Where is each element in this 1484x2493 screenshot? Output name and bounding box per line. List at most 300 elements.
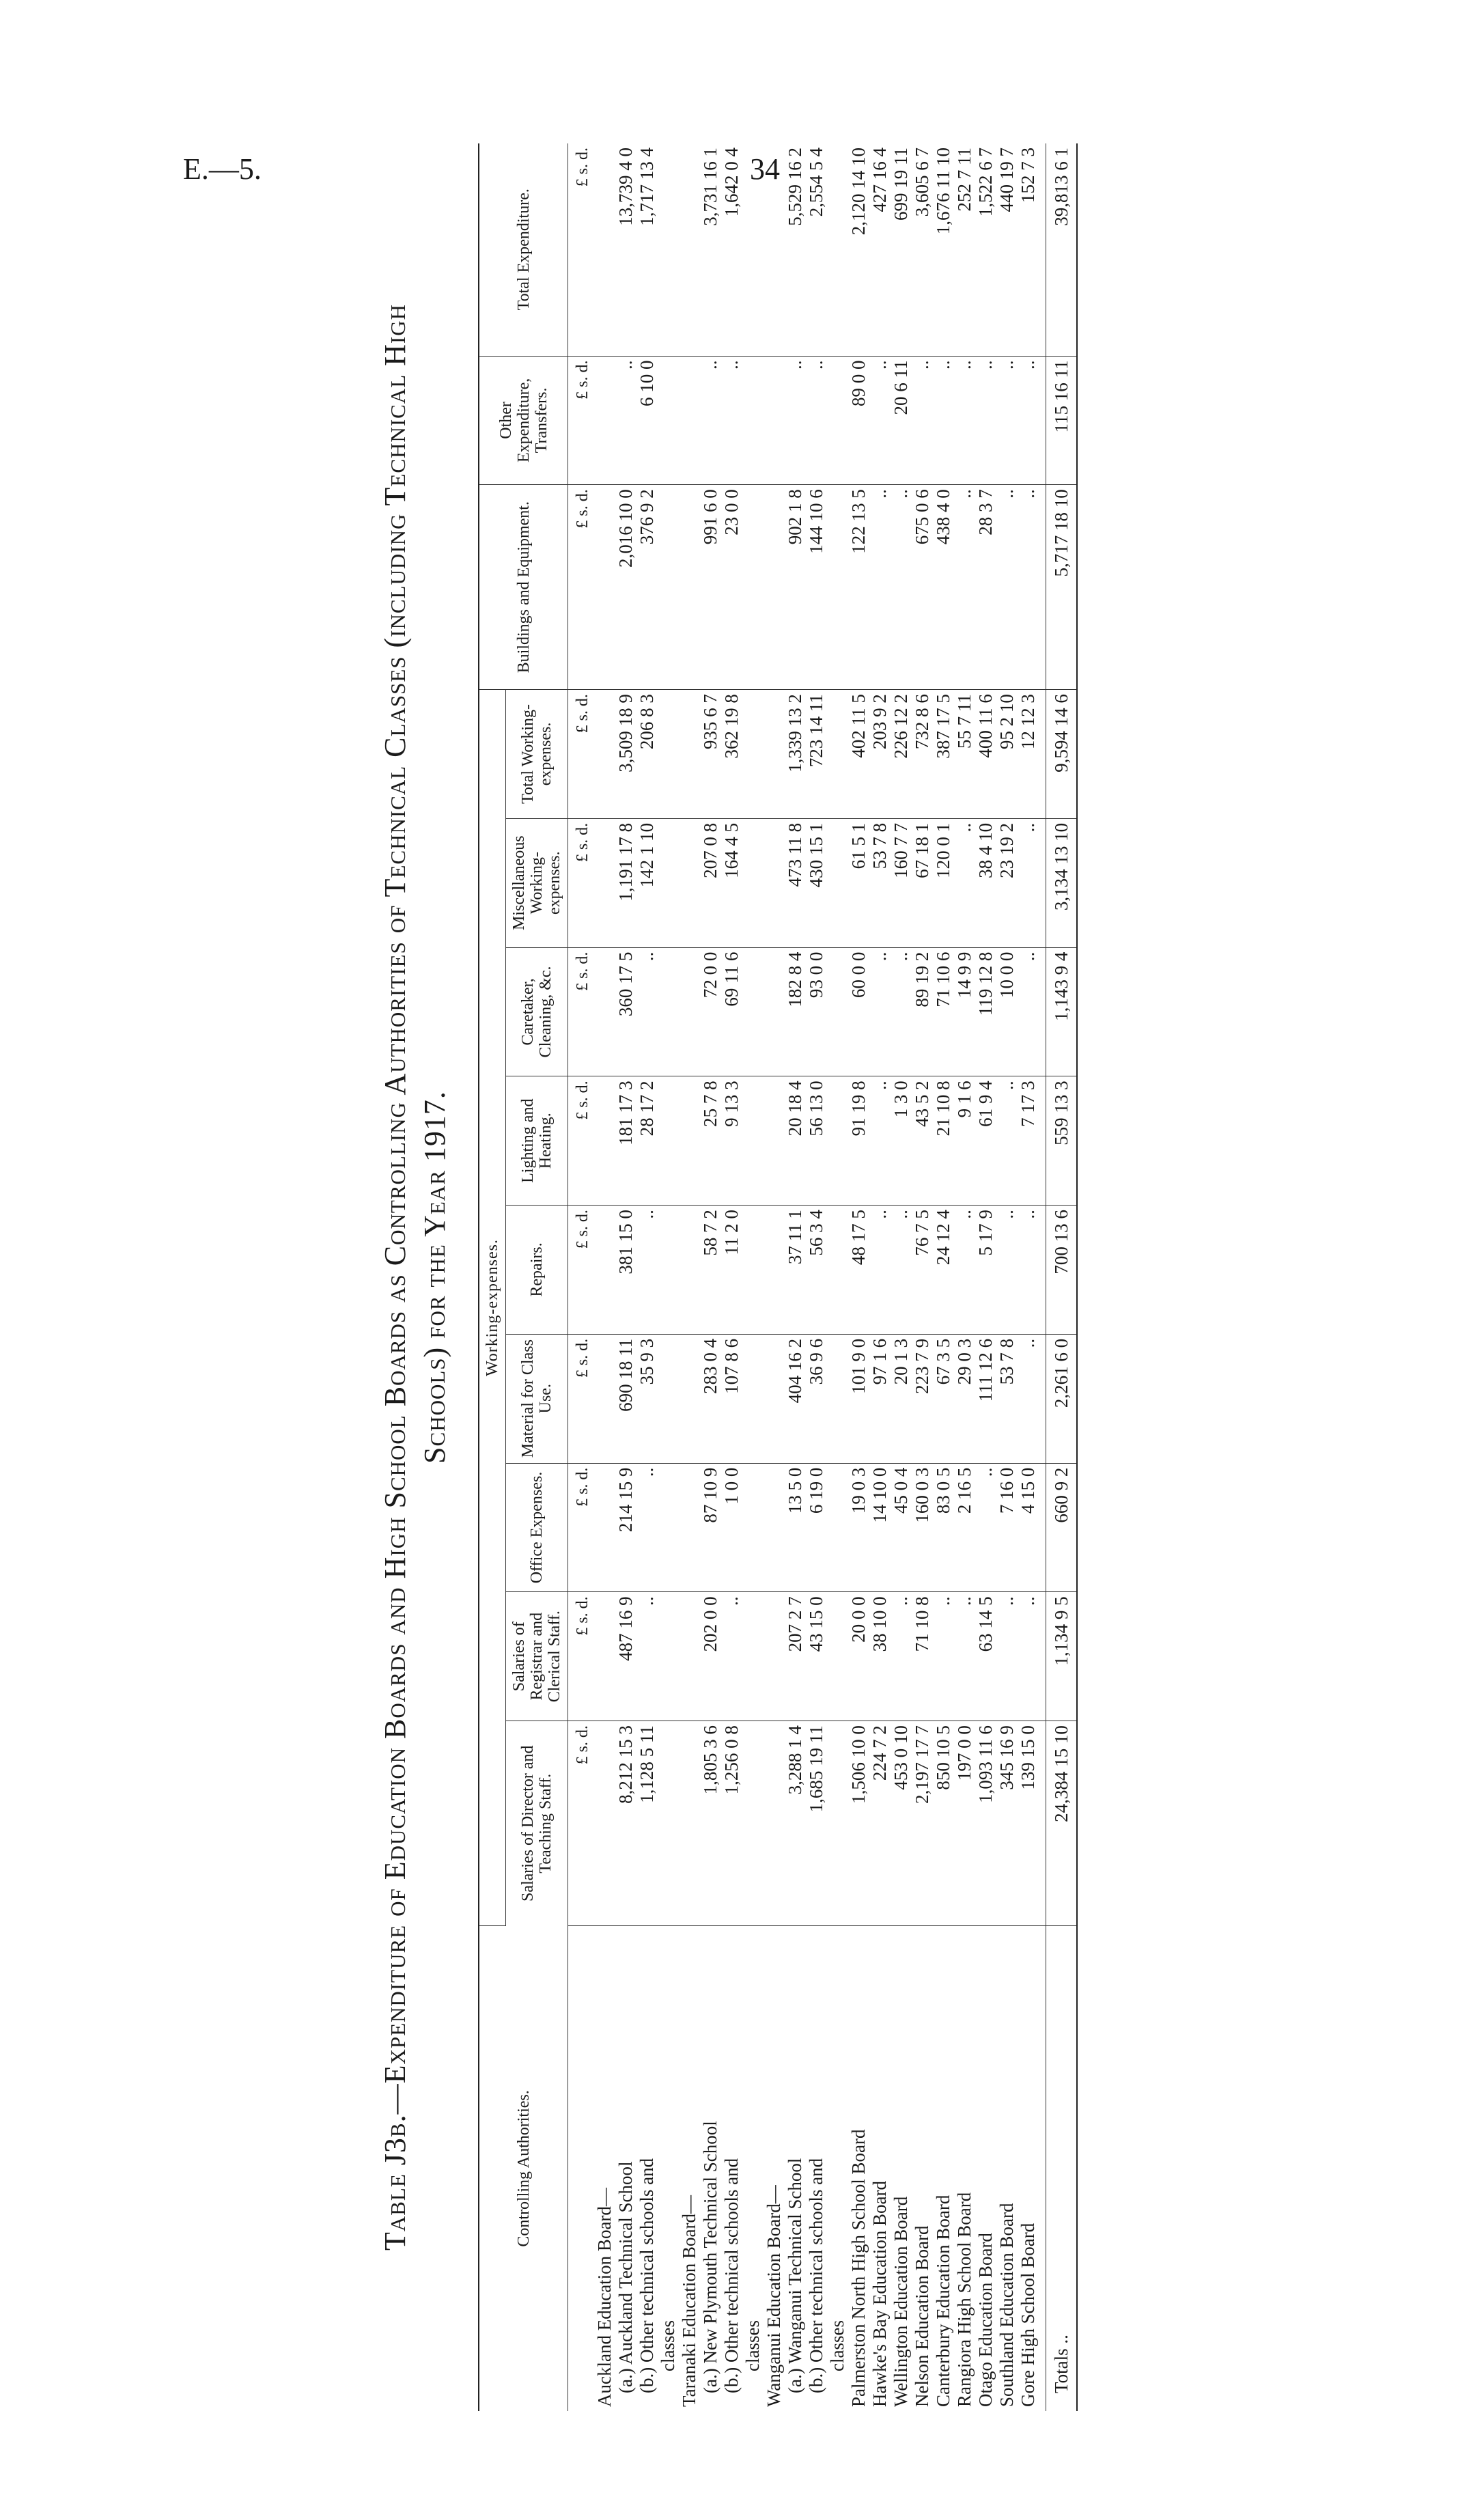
cell-office-expenses [742, 1463, 764, 1592]
header-material: Material for Class Use. [506, 1334, 568, 1463]
cell-office-expenses [658, 1463, 679, 1592]
cell-other-expenditure: .. [721, 356, 742, 485]
cell-total-working [658, 690, 679, 819]
cell-office-expenses: 6 19 0 [806, 1463, 827, 1592]
cell-office-expenses [827, 1463, 848, 1592]
cell-salaries-clerical: .. [636, 1592, 658, 1721]
cell-repairs: 48 17 5 [848, 1206, 869, 1335]
table-row [721, 143, 742, 2411]
authority-cell: Southland Education Board [996, 2203, 1017, 2407]
cell-repairs: 58 7 2 [700, 1206, 721, 1335]
table-row [785, 143, 806, 2411]
spacer-cell [1039, 1206, 1046, 1335]
cell-material: 283 0 4 [700, 1334, 721, 1463]
table-row [1018, 143, 1039, 2411]
cell-total-working [827, 690, 848, 819]
cell-salaries-clerical [764, 1592, 785, 1721]
cell-total-expenditure: 2,120 14 10 [848, 143, 869, 356]
cell-buildings: 28 3 7 [975, 485, 996, 690]
authority-cell: Wanganui Education Board— [764, 2185, 784, 2407]
cell-other-expenditure: .. [975, 356, 996, 485]
cell-lighting: 43 5 2 [912, 1076, 933, 1206]
cell-total-working: 55 7 11 [954, 690, 975, 819]
cell-total-working: 935 6 7 [700, 690, 721, 819]
cell-salaries-teaching [827, 1721, 848, 1926]
cell-other-expenditure: .. [806, 356, 827, 485]
cell-total-working [679, 690, 700, 819]
spacer-cell [1039, 1925, 1046, 2411]
cell-material [827, 1334, 848, 1463]
cell-miscellaneous: 430 15 1 [806, 818, 827, 947]
cell-total-working: 3,509 18 9 [615, 690, 636, 819]
cell-miscellaneous: 53 7 8 [869, 818, 891, 947]
units-cell: £ s. d. [568, 485, 595, 690]
cell-material: 107 8 6 [721, 1334, 742, 1463]
cell-lighting: 56 13 0 [806, 1076, 827, 1206]
cell-material: 36 9 6 [806, 1334, 827, 1463]
cell-caretaker [658, 947, 679, 1076]
table-row [912, 143, 933, 2411]
cell-caretaker: 182 8 4 [785, 947, 806, 1076]
cell-other-expenditure [827, 356, 848, 485]
cell-miscellaneous: 1,191 17 8 [615, 818, 636, 947]
cell-caretaker [827, 947, 848, 1076]
units-cell: £ s. d. [568, 947, 595, 1076]
table-row [869, 143, 891, 2411]
cell-total-expenditure: 1,522 6 7 [975, 143, 996, 356]
cell-caretaker: 93 0 0 [806, 947, 827, 1076]
units-cell: £ s. d. [568, 1592, 595, 1721]
cell-other-expenditure: .. [912, 356, 933, 485]
cell-salaries-teaching [658, 1721, 679, 1926]
spacer-cell [1039, 1463, 1046, 1592]
cell-salaries-teaching: 1,805 3 6 [700, 1721, 721, 1926]
cell-total-expenditure: 3,605 6 7 [912, 143, 933, 356]
cell-total-expenditure [742, 143, 764, 356]
cell-salaries-teaching: 2,197 17 7 [912, 1721, 933, 1926]
authority-cell: (a.) Auckland Technical School [615, 2161, 636, 2393]
cell-salaries-teaching: 850 10 5 [933, 1721, 954, 1926]
cell-office-expenses: 83 0 5 [933, 1463, 954, 1592]
total-total-expenditure: 39,813 6 1 [1046, 143, 1078, 356]
cell-caretaker: 71 10 6 [933, 947, 954, 1076]
authority-cell: classes [827, 2320, 848, 2371]
cell-salaries-teaching: 3,288 1 4 [785, 1721, 806, 1926]
cell-miscellaneous: 38 4 10 [975, 818, 996, 947]
cell-total-expenditure: 440 19 7 [996, 143, 1018, 356]
cell-material [658, 1334, 679, 1463]
cell-buildings [679, 485, 700, 690]
table-row [891, 143, 912, 2411]
cell-caretaker: 14 9 9 [954, 947, 975, 1076]
cell-caretaker: 72 0 0 [700, 947, 721, 1076]
cell-lighting: 181 17 3 [615, 1076, 636, 1206]
cell-miscellaneous: 207 0 8 [700, 818, 721, 947]
cell-material: 690 18 11 [615, 1334, 636, 1463]
cell-total-working: 387 17 5 [933, 690, 954, 819]
cell-salaries-clerical [827, 1592, 848, 1721]
cell-miscellaneous: 23 19 2 [996, 818, 1018, 947]
table-row [700, 143, 721, 2411]
spacer-cell [1039, 356, 1046, 485]
cell-office-expenses: 19 0 3 [848, 1463, 869, 1592]
header-office-expenses: Office Expenses. [506, 1463, 568, 1592]
cell-office-expenses: 45 0 4 [891, 1463, 912, 1592]
total-total-working: 9,594 14 6 [1046, 690, 1078, 819]
cell-buildings: 376 9 2 [636, 485, 658, 690]
cell-lighting: 7 17 3 [1018, 1076, 1039, 1206]
cell-repairs: 24 12 4 [933, 1206, 954, 1335]
cell-caretaker [742, 947, 764, 1076]
cell-miscellaneous: 164 4 5 [721, 818, 742, 947]
cell-buildings: 144 10 6 [806, 485, 827, 690]
cell-repairs: 56 3 4 [806, 1206, 827, 1335]
cell-salaries-clerical: .. [1018, 1592, 1039, 1721]
cell-buildings: 902 1 8 [785, 485, 806, 690]
cell-buildings [764, 485, 785, 690]
authority-cell: Taranaki Education Board— [679, 2195, 699, 2407]
cell-buildings: 991 6 0 [700, 485, 721, 690]
spacer-cell [1039, 1592, 1046, 1721]
table-body [568, 143, 1078, 2411]
cell-salaries-teaching: 345 16 9 [996, 1721, 1018, 1926]
cell-other-expenditure: .. [933, 356, 954, 485]
header-caretaker: Caretaker, Cleaning, &c. [506, 947, 568, 1076]
cell-salaries-teaching: 8,212 15 3 [615, 1721, 636, 1926]
header-salaries-teaching: Salaries of Director and Teaching Staff. [506, 1721, 568, 1926]
cell-office-expenses: 160 0 3 [912, 1463, 933, 1592]
cell-buildings: .. [954, 485, 975, 690]
cell-lighting [764, 1076, 785, 1206]
cell-lighting: 1 3 0 [891, 1076, 912, 1206]
total-repairs: 700 13 6 [1046, 1206, 1078, 1335]
cell-total-expenditure: 3,731 16 1 [700, 143, 721, 356]
cell-salaries-teaching [679, 1721, 700, 1926]
cell-salaries-teaching: 453 0 10 [891, 1721, 912, 1926]
cell-lighting: .. [869, 1076, 891, 1206]
cell-buildings [742, 485, 764, 690]
total-salaries-clerical: 1,134 9 5 [1046, 1592, 1078, 1721]
cell-office-expenses: .. [636, 1463, 658, 1592]
cell-lighting [679, 1076, 700, 1206]
cell-buildings: 122 13 5 [848, 485, 869, 690]
cell-salaries-teaching: 139 15 0 [1018, 1721, 1039, 1926]
cell-lighting: 61 9 4 [975, 1076, 996, 1206]
cell-salaries-clerical: 43 15 0 [806, 1592, 827, 1721]
cell-total-expenditure: 427 16 4 [869, 143, 891, 356]
units-cell: £ s. d. [568, 1721, 595, 1926]
cell-salaries-teaching [764, 1721, 785, 1926]
cell-caretaker: .. [891, 947, 912, 1076]
cell-salaries-teaching [742, 1721, 764, 1926]
total-office-expenses: 660 9 2 [1046, 1463, 1078, 1592]
cell-miscellaneous [679, 818, 700, 947]
cell-total-working [594, 690, 615, 819]
cell-other-expenditure [594, 356, 615, 485]
cell-other-expenditure: 20 6 11 [891, 356, 912, 485]
cell-office-expenses: .. [975, 1463, 996, 1592]
header-repairs: Repairs. [506, 1206, 568, 1335]
cell-caretaker [679, 947, 700, 1076]
cell-repairs: .. [954, 1206, 975, 1335]
header-miscellaneous: Miscellaneous Working-expenses. [506, 818, 568, 947]
cell-total-expenditure [658, 143, 679, 356]
cell-salaries-clerical: 71 10 8 [912, 1592, 933, 1721]
cell-material: .. [1018, 1334, 1039, 1463]
authority-cell: Wellington Education Board [891, 2196, 911, 2407]
cell-buildings [827, 485, 848, 690]
cell-repairs: .. [996, 1206, 1018, 1335]
cell-repairs: .. [891, 1206, 912, 1335]
cell-total-working: 95 2 10 [996, 690, 1018, 819]
cell-total-expenditure: 1,676 11 10 [933, 143, 954, 356]
cell-miscellaneous: 473 11 8 [785, 818, 806, 947]
cell-repairs [742, 1206, 764, 1335]
cell-salaries-clerical [594, 1592, 615, 1721]
cell-salaries-clerical: 202 0 0 [700, 1592, 721, 1721]
cell-salaries-clerical: .. [891, 1592, 912, 1721]
authority-cell: Auckland Education Board— [594, 2188, 615, 2407]
header-total-expenditure: Total Expenditure. [479, 143, 568, 356]
units-cell: £ s. d. [568, 1206, 595, 1335]
cell-repairs: .. [1018, 1206, 1039, 1335]
cell-buildings: 675 0 6 [912, 485, 933, 690]
cell-salaries-teaching: 197 0 0 [954, 1721, 975, 1926]
spacer-cell [1039, 1076, 1046, 1206]
cell-salaries-teaching: 1,685 19 11 [806, 1721, 827, 1926]
cell-other-expenditure [742, 356, 764, 485]
cell-lighting: 9 1 6 [954, 1076, 975, 1206]
authority-cell: Canterbury Education Board [933, 2195, 953, 2407]
cell-total-working: 12 12 3 [1018, 690, 1039, 819]
cell-caretaker [594, 947, 615, 1076]
cell-total-expenditure [594, 143, 615, 356]
cell-miscellaneous: 67 18 1 [912, 818, 933, 947]
cell-caretaker: .. [1018, 947, 1039, 1076]
cell-salaries-clerical: 20 0 0 [848, 1592, 869, 1721]
cell-caretaker: 10 0 0 [996, 947, 1018, 1076]
cell-miscellaneous: .. [954, 818, 975, 947]
cell-material: 111 12 6 [975, 1334, 996, 1463]
authority-cell: Palmerston North High School Board [848, 2129, 869, 2407]
cell-material [679, 1334, 700, 1463]
authority-cell: (a.) Wanganui Technical School [785, 2158, 805, 2393]
units-cell-blank [568, 1925, 595, 2411]
cell-buildings: .. [1018, 485, 1039, 690]
cell-salaries-clerical: 38 10 0 [869, 1592, 891, 1721]
cell-caretaker: 69 11 6 [721, 947, 742, 1076]
cell-repairs: .. [636, 1206, 658, 1335]
cell-lighting: 9 13 3 [721, 1076, 742, 1206]
cell-material [742, 1334, 764, 1463]
cell-total-working: 362 19 8 [721, 690, 742, 819]
table-title-line-2: Schools) for the Year 1917. [418, 1091, 451, 1464]
authority-cell: (b.) Other technical schools and [721, 2158, 742, 2393]
cell-miscellaneous [742, 818, 764, 947]
cell-caretaker: 89 19 2 [912, 947, 933, 1076]
cell-buildings: 23 0 0 [721, 485, 742, 690]
cell-lighting [742, 1076, 764, 1206]
cell-lighting [827, 1076, 848, 1206]
cell-salaries-teaching: 1,093 11 6 [975, 1721, 996, 1926]
spacer-cell [1039, 818, 1046, 947]
cell-office-expenses: 4 15 0 [1018, 1463, 1039, 1592]
cell-other-expenditure: .. [954, 356, 975, 485]
authority-cell: Hawke's Bay Education Board [869, 2180, 890, 2407]
cell-total-expenditure [764, 143, 785, 356]
units-cell: £ s. d. [568, 356, 595, 485]
table-row [954, 143, 975, 2411]
table-row [636, 143, 658, 2411]
header-buildings: Buildings and Equipment. [479, 485, 568, 690]
header-salaries-clerical: Salaries of Registrar and Clerical Staff. [506, 1592, 568, 1721]
table-row [806, 143, 827, 2411]
total-salaries-teaching: 24,384 15 10 [1046, 1721, 1078, 1926]
cell-other-expenditure: .. [615, 356, 636, 485]
table-row [848, 143, 869, 2411]
cell-salaries-teaching: 1,256 0 8 [721, 1721, 742, 1926]
cell-office-expenses: 87 10 9 [700, 1463, 721, 1592]
cell-salaries-teaching: 1,128 5 11 [636, 1721, 658, 1926]
cell-salaries-clerical [658, 1592, 679, 1721]
cell-buildings [658, 485, 679, 690]
cell-total-working [742, 690, 764, 819]
table-title-line-1: Table J3b.—Expenditure of Education Boards and High School Boards as Controlling Authorities of Technical Classes (including Technical High [378, 303, 412, 2251]
table-row [827, 143, 848, 2411]
cell-office-expenses: 13 5 0 [785, 1463, 806, 1592]
cell-total-expenditure: 252 7 11 [954, 143, 975, 356]
table-row [742, 143, 764, 2411]
cell-lighting: 20 18 4 [785, 1076, 806, 1206]
table-row [594, 143, 615, 2411]
cell-total-expenditure: 152 7 3 [1018, 143, 1039, 356]
rotated-table-page [376, 143, 1216, 2411]
cell-miscellaneous: 160 7 7 [891, 818, 912, 947]
cell-lighting: 91 19 8 [848, 1076, 869, 1206]
cell-office-expenses: 14 10 0 [869, 1463, 891, 1592]
cell-repairs: 76 7 5 [912, 1206, 933, 1335]
cell-buildings [594, 485, 615, 690]
cell-miscellaneous [658, 818, 679, 947]
cell-repairs: 11 2 0 [721, 1206, 742, 1335]
authority-cell: Gore High School Board [1018, 2223, 1038, 2407]
cell-repairs: 37 11 1 [785, 1206, 806, 1335]
authority-cell: Otago Education Board [975, 2233, 996, 2407]
table-row [933, 143, 954, 2411]
cell-miscellaneous [764, 818, 785, 947]
table-row [658, 143, 679, 2411]
totals-row [1046, 143, 1078, 2411]
cell-salaries-teaching: 224 7 2 [869, 1721, 891, 1926]
cell-other-expenditure [679, 356, 700, 485]
cell-other-expenditure [658, 356, 679, 485]
cell-miscellaneous: 142 1 10 [636, 818, 658, 947]
cell-lighting [594, 1076, 615, 1206]
cell-miscellaneous [827, 818, 848, 947]
cell-caretaker: 360 17 5 [615, 947, 636, 1076]
table-row [615, 143, 636, 2411]
total-other-expenditure: 115 16 11 [1046, 356, 1078, 485]
cell-salaries-clerical [679, 1592, 700, 1721]
cell-other-expenditure: .. [869, 356, 891, 485]
cell-other-expenditure: 6 10 0 [636, 356, 658, 485]
total-buildings: 5,717 18 10 [1046, 485, 1078, 690]
cell-miscellaneous [594, 818, 615, 947]
cell-other-expenditure: .. [1018, 356, 1039, 485]
spacer-cell [1039, 1334, 1046, 1463]
cell-buildings: 2,016 10 0 [615, 485, 636, 690]
page-number: 34 [750, 152, 780, 186]
cell-total-expenditure [679, 143, 700, 356]
cell-material: 101 9 0 [848, 1334, 869, 1463]
cell-material: 35 9 3 [636, 1334, 658, 1463]
cell-other-expenditure: 89 0 0 [848, 356, 869, 485]
cell-material: 67 3 5 [933, 1334, 954, 1463]
cell-salaries-clerical: 63 14 5 [975, 1592, 996, 1721]
cell-repairs: 381 15 0 [615, 1206, 636, 1335]
cell-repairs [827, 1206, 848, 1335]
header-total-working: Total Working-expenses. [506, 690, 568, 819]
cell-total-expenditure: 5,529 16 2 [785, 143, 806, 356]
cell-salaries-teaching [594, 1721, 615, 1926]
cell-total-working: 226 12 2 [891, 690, 912, 819]
cell-total-working: 203 9 2 [869, 690, 891, 819]
authority-cell: classes [742, 2320, 763, 2371]
cell-buildings: 438 4 0 [933, 485, 954, 690]
cell-salaries-clerical: 207 2 7 [785, 1592, 806, 1721]
cell-material: 29 0 3 [954, 1334, 975, 1463]
totals-label: Totals .. [1046, 1925, 1078, 2411]
cell-other-expenditure [764, 356, 785, 485]
cell-other-expenditure: .. [785, 356, 806, 485]
cell-salaries-clerical [742, 1592, 764, 1721]
cell-total-working [764, 690, 785, 819]
units-row [568, 143, 595, 2411]
cell-total-working: 732 8 6 [912, 690, 933, 819]
total-miscellaneous: 3,134 13 10 [1046, 818, 1078, 947]
units-cell: £ s. d. [568, 818, 595, 947]
cell-salaries-teaching: 1,506 10 0 [848, 1721, 869, 1926]
cell-salaries-clerical: .. [954, 1592, 975, 1721]
cell-repairs [764, 1206, 785, 1335]
cell-office-expenses: 2 16 5 [954, 1463, 975, 1592]
authority-cell: (b.) Other technical schools and [806, 2158, 826, 2393]
cell-office-expenses: 7 16 0 [996, 1463, 1018, 1592]
cell-office-expenses [594, 1463, 615, 1592]
cell-caretaker: .. [636, 947, 658, 1076]
cell-office-expenses [679, 1463, 700, 1592]
cell-material [764, 1334, 785, 1463]
total-caretaker: 1,143 9 4 [1046, 947, 1078, 1076]
cell-repairs: .. [869, 1206, 891, 1335]
cell-total-expenditure [827, 143, 848, 356]
cell-miscellaneous: .. [1018, 818, 1039, 947]
units-cell: £ s. d. [568, 1334, 595, 1463]
table-row [764, 143, 785, 2411]
cell-total-expenditure: 13,739 4 0 [615, 143, 636, 356]
header-authority: Controlling Authorities. [479, 1925, 568, 2411]
table-row [679, 143, 700, 2411]
cell-buildings: .. [869, 485, 891, 690]
cell-salaries-clerical: .. [996, 1592, 1018, 1721]
cell-other-expenditure: .. [700, 356, 721, 485]
cell-total-expenditure: 1,717 13 4 [636, 143, 658, 356]
table-row [996, 143, 1018, 2411]
cell-material: 97 1 6 [869, 1334, 891, 1463]
cell-caretaker: 60 0 0 [848, 947, 869, 1076]
header-other-expenditure: Other Expenditure, Transfers. [479, 356, 568, 485]
cell-salaries-clerical: .. [933, 1592, 954, 1721]
